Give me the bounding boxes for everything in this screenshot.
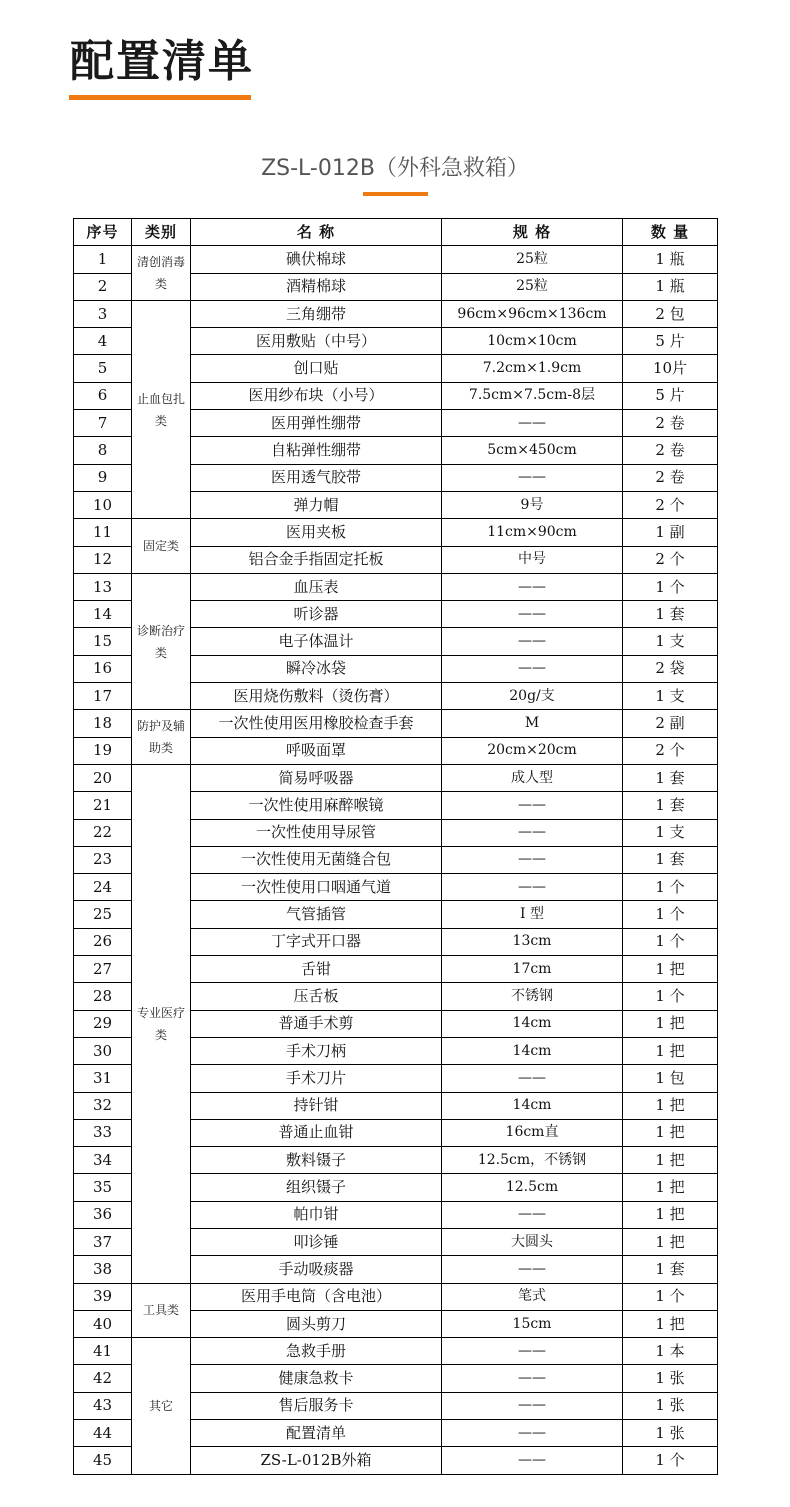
item-name: 一次性使用无菌缝合包 [191,846,442,873]
row-number: 21 [74,792,132,819]
item-name: 气管插管 [191,901,442,928]
row-number: 42 [74,1365,132,1392]
item-name: 配置清单 [191,1420,442,1447]
header-no: 序号 [74,219,132,246]
table-row [74,573,718,600]
item-name: 帕巾钳 [191,1201,442,1228]
item-name: 手动吸痰器 [191,1256,442,1283]
item-qty: 1 张 [623,1420,718,1447]
item-spec: 14cm [442,1010,623,1037]
table-body [74,246,718,1474]
item-name: 呼吸面罩 [191,737,442,764]
item-qty: 1 个 [623,874,718,901]
item-qty: 1 把 [623,1310,718,1337]
item-qty: 1 套 [623,846,718,873]
table-row [74,519,718,546]
item-name: 简易呼吸器 [191,764,442,791]
item-qty: 1 瓶 [623,273,718,300]
row-number: 20 [74,764,132,791]
item-spec: —— [442,1065,623,1092]
item-name: 医用弹性绷带 [191,410,442,437]
category-label: 诊断治疗类 [137,623,186,660]
item-qty: 5 片 [623,382,718,409]
item-spec: 20g/支 [442,683,623,710]
table-row [74,246,718,273]
row-number: 13 [74,573,132,600]
item-qty: 1 个 [623,1283,718,1310]
header-qty: 数 量 [623,219,718,246]
row-number: 38 [74,1256,132,1283]
table-row [74,710,718,737]
row-number: 44 [74,1420,132,1447]
row-number: 14 [74,601,132,628]
item-spec: 20cm×20cm [442,737,623,764]
category-label: 固定类 [142,539,179,554]
item-spec: 中号 [442,546,623,573]
item-spec: 25粒 [442,246,623,273]
category-label: 专业医疗类 [137,1005,186,1042]
item-qty: 1 把 [623,956,718,983]
item-spec: 11cm×90cm [442,519,623,546]
item-name: 医用纱布块（小号） [191,382,442,409]
item-spec: 16cm直 [442,1119,623,1146]
row-number: 30 [74,1037,132,1064]
row-number: 41 [74,1338,132,1365]
item-qty: 1 套 [623,601,718,628]
row-number: 17 [74,683,132,710]
table-row [74,1338,718,1365]
item-name: 一次性使用导尿管 [191,819,442,846]
item-name: 医用敷贴（中号） [191,328,442,355]
item-name: 叩诊锤 [191,1228,442,1255]
item-name: 急救手册 [191,1338,442,1365]
item-spec: 7.2cm×1.9cm [442,355,623,382]
item-qty: 1 把 [623,1092,718,1119]
row-number: 18 [74,710,132,737]
item-qty: 1 把 [623,1147,718,1174]
item-qty: 1 把 [623,1174,718,1201]
item-spec: 9号 [442,491,623,518]
header-category: 类别 [132,219,191,246]
category-cell [132,300,191,518]
item-qty: 10片 [623,355,718,382]
item-spec: —— [442,792,623,819]
item-name: 圆头剪刀 [191,1310,442,1337]
page-title: 配置清单 [70,36,254,87]
item-name: 一次性使用麻醉喉镜 [191,792,442,819]
item-name: 一次性使用口咽通气道 [191,874,442,901]
item-qty: 1 把 [623,1037,718,1064]
item-name: 一次性使用医用橡胶检查手套 [191,710,442,737]
category-cell [132,573,191,709]
item-qty: 1 个 [623,928,718,955]
item-spec: 14cm [442,1092,623,1119]
item-spec: 17cm [442,956,623,983]
row-number: 5 [74,355,132,382]
item-qty: 1 张 [623,1392,718,1419]
item-qty: 2 个 [623,491,718,518]
item-name: 医用透气胶带 [191,464,442,491]
item-spec: 13cm [442,928,623,955]
row-number: 8 [74,437,132,464]
item-qty: 1 套 [623,1256,718,1283]
category-cell [132,710,191,765]
item-spec: 14cm [442,1037,623,1064]
table-row [74,300,718,327]
item-name: 售后服务卡 [191,1392,442,1419]
row-number: 16 [74,655,132,682]
item-name: 瞬冷冰袋 [191,655,442,682]
item-spec: 不锈钢 [442,983,623,1010]
category-cell [132,1338,191,1474]
item-spec: —— [442,819,623,846]
item-qty: 2 个 [623,737,718,764]
row-number: 25 [74,901,132,928]
item-qty: 1 把 [623,1201,718,1228]
item-qty: 1 支 [623,683,718,710]
table-header-row [74,219,718,246]
item-spec: 笔式 [442,1283,623,1310]
item-qty: 2 包 [623,300,718,327]
item-name: 自粘弹性绷带 [191,437,442,464]
row-number: 19 [74,737,132,764]
category-label: 防护及辅助类 [137,719,186,756]
item-spec: —— [442,628,623,655]
item-qty: 1 支 [623,819,718,846]
row-number: 43 [74,1392,132,1419]
item-qty: 1 支 [623,628,718,655]
title-underline [69,95,251,100]
category-cell [132,519,191,574]
item-name: 压舌板 [191,983,442,1010]
item-spec: —— [442,874,623,901]
item-spec: —— [442,1256,623,1283]
row-number: 3 [74,300,132,327]
item-spec: —— [442,1365,623,1392]
header-name: 名 称 [191,219,442,246]
item-spec: 12.5cm，不锈钢 [442,1147,623,1174]
category-label: 清创消毒类 [137,255,186,292]
header-spec: 规 格 [442,219,623,246]
item-name: 敷料镊子 [191,1147,442,1174]
item-spec: I 型 [442,901,623,928]
item-spec: 15cm [442,1310,623,1337]
item-spec: —— [442,1447,623,1474]
table-row [74,764,718,791]
item-qty: 1 个 [623,983,718,1010]
item-spec: 25粒 [442,273,623,300]
item-spec: —— [442,410,623,437]
row-number: 9 [74,464,132,491]
item-qty: 1 套 [623,792,718,819]
item-spec: —— [442,1420,623,1447]
item-name: 听诊器 [191,601,442,628]
row-number: 10 [74,491,132,518]
category-cell [132,246,191,301]
item-qty: 1 本 [623,1338,718,1365]
item-spec: 12.5cm [442,1174,623,1201]
item-name: 组织镊子 [191,1174,442,1201]
item-qty: 1 把 [623,1228,718,1255]
item-spec: 成人型 [442,764,623,791]
configuration-table [73,218,718,1475]
category-label: 止血包扎类 [137,391,186,428]
item-spec: —— [442,464,623,491]
category-label: 工具类 [142,1303,179,1318]
item-name: 舌钳 [191,956,442,983]
item-name: 三角绷带 [191,300,442,327]
row-number: 23 [74,846,132,873]
category-cell [132,764,191,1283]
row-number: 27 [74,956,132,983]
item-spec: 5cm×450cm [442,437,623,464]
item-qty: 1 副 [623,519,718,546]
item-name: 丁字式开口器 [191,928,442,955]
row-number: 6 [74,382,132,409]
item-spec: —— [442,1201,623,1228]
item-spec: 大圆头 [442,1228,623,1255]
category-cell [132,1283,191,1338]
item-name: 医用烧伤敷料（烫伤膏） [191,683,442,710]
row-number: 11 [74,519,132,546]
item-name: 医用手电筒（含电池） [191,1283,442,1310]
item-spec: 96cm×96cm×136cm [442,300,623,327]
row-number: 40 [74,1310,132,1337]
item-name: 电子体温计 [191,628,442,655]
table-row [74,1283,718,1310]
item-qty: 5 片 [623,328,718,355]
item-qty: 2 副 [623,710,718,737]
subtitle-underline [363,192,428,196]
item-qty: 1 把 [623,1010,718,1037]
item-spec: 7.5cm×7.5cm-8层 [442,382,623,409]
row-number: 34 [74,1147,132,1174]
item-spec: —— [442,573,623,600]
item-qty: 1 个 [623,901,718,928]
item-qty: 2 个 [623,546,718,573]
item-spec: —— [442,655,623,682]
item-qty: 1 包 [623,1065,718,1092]
item-spec: M [442,710,623,737]
row-number: 32 [74,1092,132,1119]
row-number: 45 [74,1447,132,1474]
item-spec: —— [442,846,623,873]
row-number: 2 [74,273,132,300]
row-number: 33 [74,1119,132,1146]
row-number: 7 [74,410,132,437]
item-qty: 1 个 [623,573,718,600]
item-name: 手术刀柄 [191,1037,442,1064]
row-number: 35 [74,1174,132,1201]
item-spec: 10cm×10cm [442,328,623,355]
item-name: 健康急救卡 [191,1365,442,1392]
item-name: 普通止血钳 [191,1119,442,1146]
item-qty: 2 袋 [623,655,718,682]
item-name: 持针钳 [191,1092,442,1119]
item-name: 血压表 [191,573,442,600]
product-subtitle: ZS-L-012B（外科急救箱） [261,156,529,181]
row-number: 22 [74,819,132,846]
item-name: 酒精棉球 [191,273,442,300]
item-qty: 2 卷 [623,410,718,437]
item-qty: 1 张 [623,1365,718,1392]
item-qty: 2 卷 [623,464,718,491]
row-number: 29 [74,1010,132,1037]
item-qty: 1 瓶 [623,246,718,273]
item-spec: —— [442,1392,623,1419]
item-spec: —— [442,1338,623,1365]
item-qty: 1 把 [623,1119,718,1146]
row-number: 28 [74,983,132,1010]
item-name: 创口贴 [191,355,442,382]
row-number: 31 [74,1065,132,1092]
item-spec: —— [442,601,623,628]
row-number: 4 [74,328,132,355]
row-number: 39 [74,1283,132,1310]
row-number: 36 [74,1201,132,1228]
row-number: 12 [74,546,132,573]
row-number: 26 [74,928,132,955]
item-name: 普通手术剪 [191,1010,442,1037]
row-number: 1 [74,246,132,273]
item-qty: 1 套 [623,764,718,791]
item-qty: 1 个 [623,1447,718,1474]
category-label: 其它 [148,1398,173,1413]
item-name: ZS-L-012B外箱 [191,1447,442,1474]
item-name: 医用夹板 [191,519,442,546]
item-name: 弹力帽 [191,491,442,518]
row-number: 15 [74,628,132,655]
row-number: 37 [74,1228,132,1255]
item-name: 铝合金手指固定托板 [191,546,442,573]
item-name: 碘伏棉球 [191,246,442,273]
item-qty: 2 卷 [623,437,718,464]
item-name: 手术刀片 [191,1065,442,1092]
row-number: 24 [74,874,132,901]
